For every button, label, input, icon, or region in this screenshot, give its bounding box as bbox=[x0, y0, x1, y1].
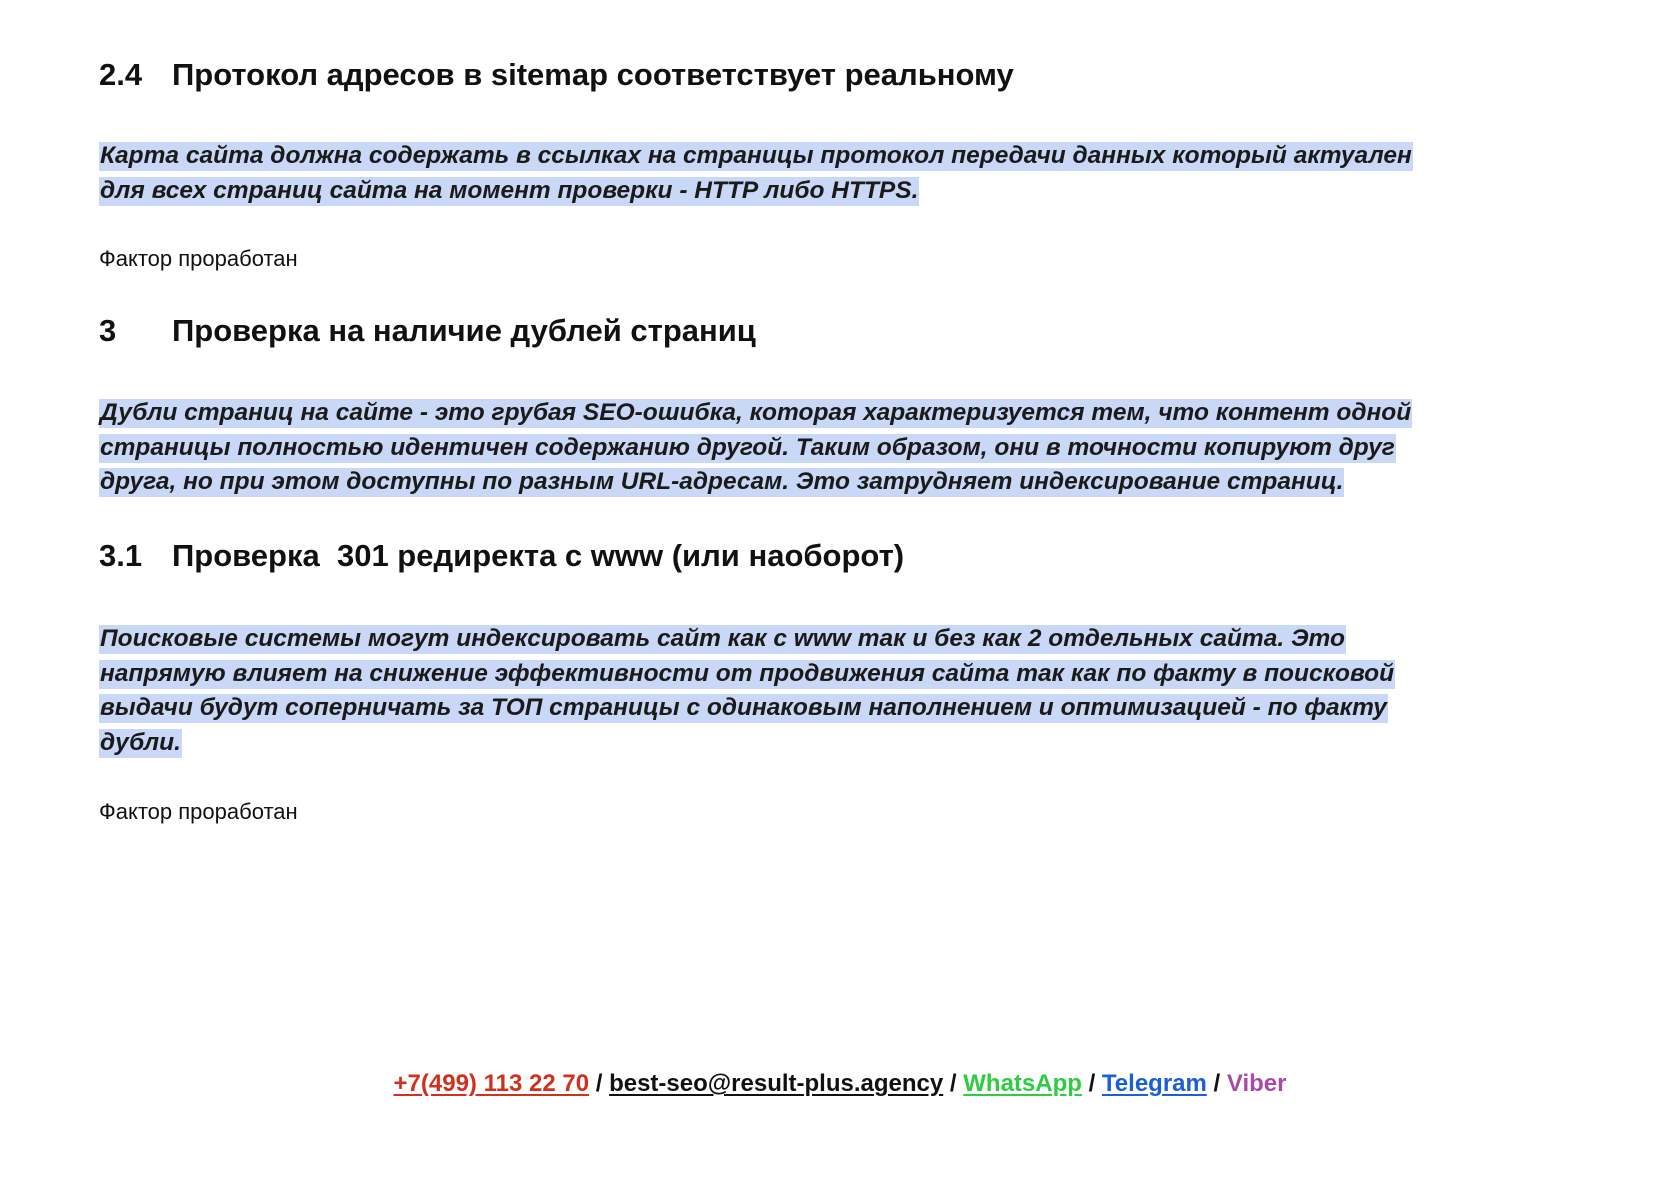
paragraph-line: друга, но при этом доступны по разным URL-адресам. Это затрудняет индексирование страниц. bbox=[100, 468, 1344, 495]
section-paragraph-2-4 bbox=[99, 139, 1413, 208]
section-title: Протокол адресов в sitemap соответствует реальному bbox=[172, 57, 1014, 92]
paragraph-line: Карта сайта должна содержать в ссылках на страницы протокол передачи данных который актуален bbox=[100, 142, 1412, 169]
paragraph-line: для всех страниц сайта на момент проверки - HTTP либо HTTPS. bbox=[100, 176, 919, 204]
phone-link[interactable]: +7(499) 113 22 70 bbox=[393, 1070, 590, 1097]
section-paragraph-3 bbox=[99, 396, 1412, 500]
telegram-link[interactable]: Telegram bbox=[1101, 1070, 1207, 1097]
paragraph-line: Дубли страниц на сайте - это грубая SEO-ошибка, которая характеризуется тем, что контент одной bbox=[100, 399, 1412, 426]
whatsapp-link[interactable]: WhatsApp bbox=[963, 1070, 1082, 1097]
separator: / bbox=[595, 1070, 603, 1097]
paragraph-line: дубли. bbox=[100, 728, 181, 756]
separator: / bbox=[1088, 1070, 1096, 1097]
section-heading-3 bbox=[99, 313, 756, 349]
section-number: 2.4 bbox=[99, 57, 143, 92]
separator: / bbox=[949, 1070, 957, 1097]
paragraph-line: страницы полностью идентичен содержанию другой. Таким образом, они в точности копируют друг bbox=[100, 433, 1395, 461]
viber-link[interactable]: Viber bbox=[1226, 1070, 1287, 1097]
email-link[interactable]: best-seo@result-plus.agency bbox=[609, 1070, 944, 1097]
section-title: Проверка 301 редиректа с www (или наоборот) bbox=[172, 538, 905, 573]
section-paragraph-3-1 bbox=[99, 622, 1395, 760]
status-note-2-4: Фактор проработан bbox=[99, 246, 298, 271]
paragraph-line: выдачи будут соперничать за ТОП страницы с одинаковым наполнением и оптимизацией - по факту bbox=[100, 694, 1387, 721]
section-heading-2-4 bbox=[99, 57, 1014, 93]
section-heading-3-1 bbox=[99, 538, 904, 574]
status-note-3-1: Фактор проработан bbox=[99, 799, 298, 824]
section-number: 3 bbox=[99, 313, 117, 348]
contact-footer bbox=[0, 1069, 1680, 1099]
section-number: 3.1 bbox=[99, 538, 143, 573]
section-title: Проверка на наличие дублей страниц bbox=[172, 313, 756, 348]
paragraph-line: Поисковые системы могут индексировать сайт как с www так и без как 2 отдельных сайта. Это bbox=[100, 625, 1345, 652]
separator: / bbox=[1213, 1070, 1221, 1097]
paragraph-line: напрямую влияет на снижение эффективности от продвижения сайта так как по факту в поисковой bbox=[100, 659, 1395, 687]
